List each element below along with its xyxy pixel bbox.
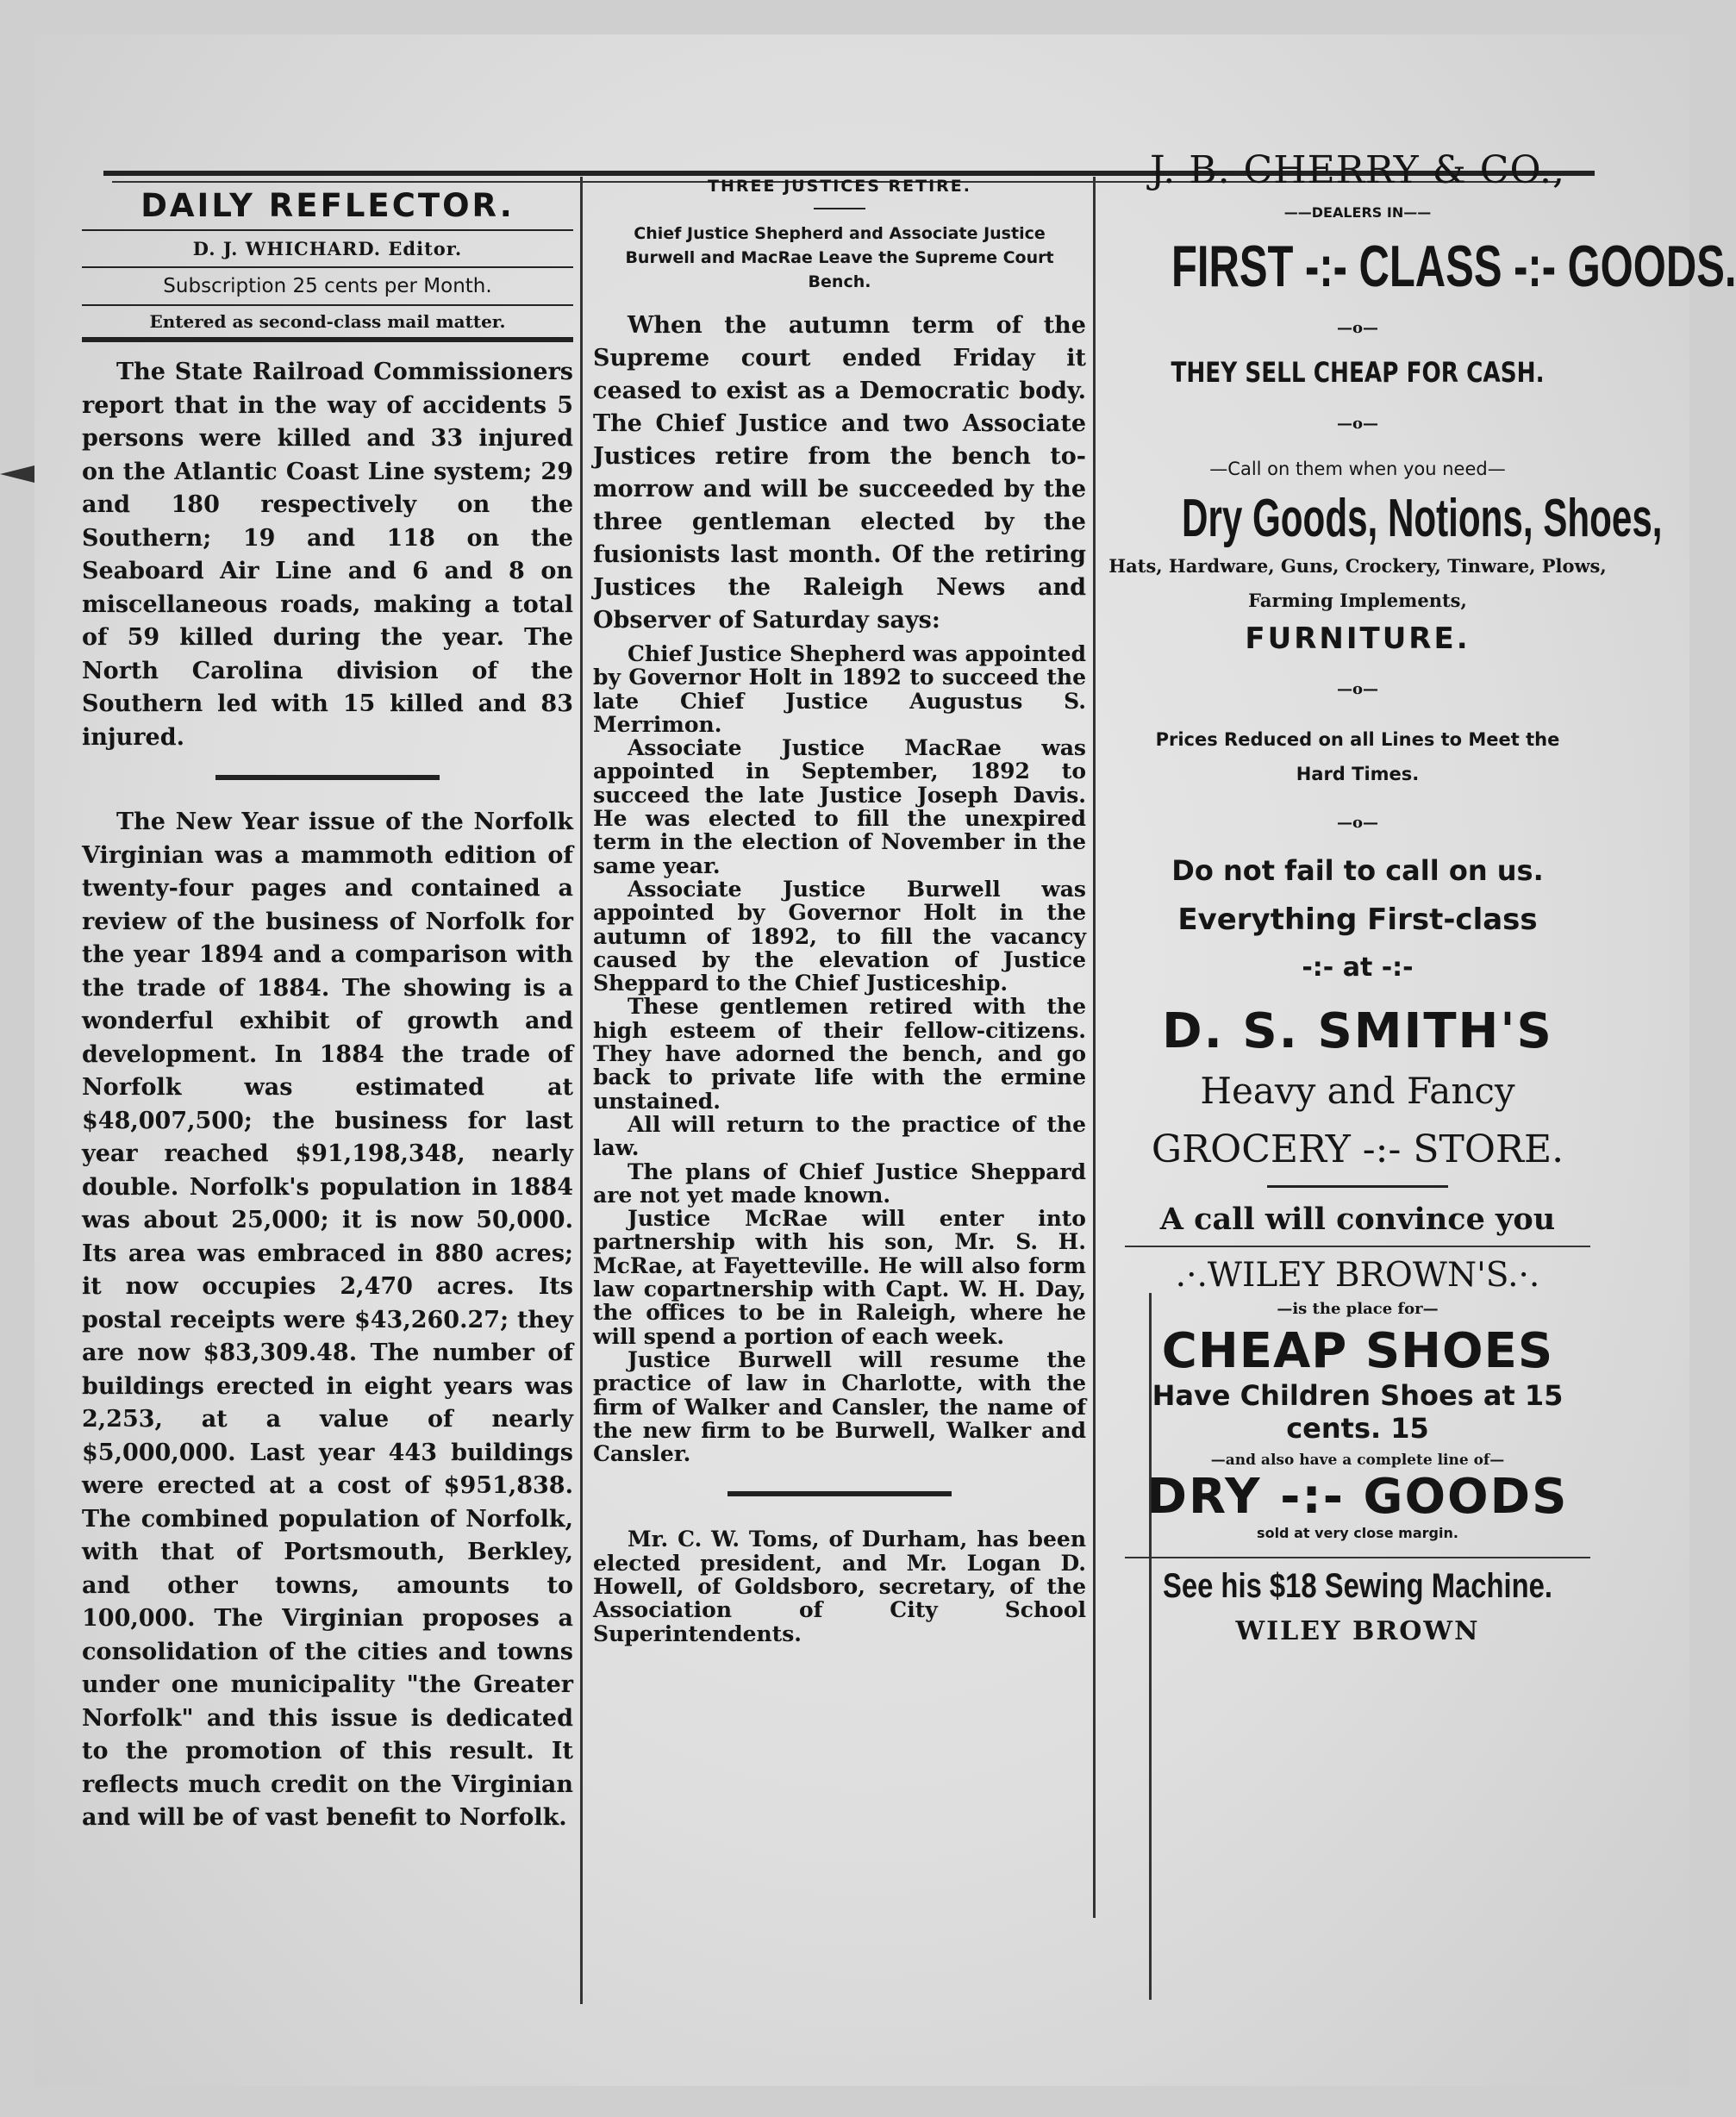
cheap-shoes: CHEAP SHOES — [1161, 1323, 1554, 1379]
first-class-goods: FIRST -:- CLASS -:- GOODS. — [1171, 234, 1736, 299]
article-railroad — [82, 356, 573, 754]
rule — [1267, 1185, 1448, 1188]
sold-close-margin: sold at very close margin. — [1257, 1525, 1458, 1541]
do-not-fail: Do not fail to call on us. — [1171, 854, 1544, 887]
thick-rule — [82, 337, 573, 342]
masthead: DAILY REFLECTOR. — [141, 187, 515, 224]
rule — [1125, 1246, 1590, 1247]
sewing-machine: See his $18 Sewing Machine. — [1162, 1567, 1553, 1605]
rule — [1125, 1557, 1590, 1558]
children-shoes: Have Children Shoes at 15 cents. 15 — [1152, 1379, 1564, 1445]
paragraph: These gentlemen retired with the high esteem of their fellow-citizens. They have adorned the bench, and go back to private life with the ermine unstained. — [593, 994, 1086, 1114]
dealers-in: ——DEALERS IN—— — [1283, 204, 1432, 221]
headline: THREE JUSTICES RETIRE. — [708, 177, 971, 196]
wiley-browns: .·.WILEY BROWN'S.·. — [1175, 1256, 1540, 1295]
rule — [82, 266, 573, 268]
paragraph: The plans of Chief Justice Sheppard are not yet made known. — [593, 1158, 1086, 1208]
article-norfolk — [82, 806, 573, 1835]
paragraph: The New Year issue of the Norfolk Virginian was a mammoth edition of twenty-four pages and contained a review of the business of Norfolk for the year 1894 and a comparison with the trade of 1884. The showing is a wonderful exhibit of growth and development. In 1884 the trade of Norfolk was estimated at $48,007,500; the business for last year reached $91,198,348, nearly double. Norfolk's population in 1884 was about 25,000; it is now 50,000. Its area was embraced in 880 acres; it now occupies 2,470 acres. Its postal receipts were $43,260.27; they are now $83,309.48. The number of buildings erected in eight years was 2,253, at a value of nearly $5,000,000. Last year 443 buildings were erected at a cost of $951,838. The combined population of Norfolk, with that of Portsmouth, Berkley, and other towns, amounts to 100,000. The Virginian proposes a consolidation of the cities and towns under one municipality "the Greater Norfolk" and this issue is dedicated to the promotion of this result. It reflects much credit on the Virginian and will be of vast benefit to Norfolk. — [82, 809, 573, 1831]
section-divider — [727, 1491, 952, 1496]
rule — [82, 304, 573, 306]
subscription-line: Subscription 25 cents per Month. — [163, 275, 492, 297]
furniture: FURNITURE. — [1245, 621, 1471, 656]
separator: —o— — [1336, 415, 1378, 433]
separator: —o— — [1336, 319, 1378, 337]
short-rule — [814, 208, 865, 209]
paragraph: When the autumn term of the Supreme court ended Friday it ceased to exist as a Democratic body. The Chief Justice and two Associate Justices retire from the bench to-morrow and will be succeeded by the three gentleman elected by the fusionists last month. Of the retiring Justices the Raleigh News and Observer of Saturday says: — [593, 312, 1086, 634]
column-3-ads — [1099, 148, 1736, 2001]
rule — [82, 229, 573, 231]
everything-first-class: Everything First-class — [1177, 902, 1538, 937]
grocery-store: GROCERY -:- STORE. — [1151, 1127, 1564, 1171]
call-on-them: —Call on them when you need— — [1209, 459, 1506, 479]
cheap-for-cash: THEY SELL CHEAP FOR CASH. — [1171, 356, 1545, 389]
paragraph: Justice McRae will enter into partnership with his son, Mr. S. H. McRae, at Fayetteville. He will also form law copartnership with Capt. W. H. Day, the offices to be in Raleigh, where he will spend a portion of each week. — [593, 1206, 1086, 1349]
margin-arrow-icon — [0, 465, 34, 483]
editor-line: D. J. WHICHARD. Editor. — [192, 238, 463, 259]
paragraph: All will return to the practice of the law. — [593, 1111, 1086, 1161]
complete-line: —and also have a complete line of— — [1210, 1452, 1505, 1469]
column-divider-1 — [580, 177, 583, 2004]
paragraph: The State Railroad Commissioners report that in the way of accidents 5 persons were killed and 33 injured on the Atlantic Coast Line system; 29 and 180 respectively on the Southern; 19 and 118 on the Seaboard Air Line and 6 and 8 on miscellaneous roads, making a total of 59 killed during the year. The North Carolina division of the Southern led with 15 killed and 83 injured. — [82, 359, 573, 751]
place-for: —is the place for— — [1277, 1300, 1439, 1318]
cherry-name: J. B. CHERRY & CO., — [1150, 148, 1565, 192]
paragraph: Justice Burwell will resume the practice of law in Charlotte, with the firm of Walker and Cansler, the name of the new firm to be Burwell, Walker and Cansler. — [593, 1346, 1086, 1467]
at-line: -:- at -:- — [1302, 952, 1414, 983]
wiley-brown-signature: WILEY BROWN — [1235, 1616, 1480, 1646]
paragraph: Chief Justice Shepherd was appointed by Governor Holt in 1892 to succeed the late Chief Justice Augustus S. Merrimon. — [593, 641, 1086, 737]
hats-hardware: Hats, Hardware, Guns, Crockery, Tinware, Plows, Farming Implements, — [1108, 555, 1607, 611]
separator: —o— — [1336, 680, 1378, 698]
prices-reduced: Prices Reduced on all Lines to Meet the Hard Times. — [1155, 729, 1560, 784]
heavy-and-fancy: Heavy and Fancy — [1200, 1070, 1515, 1112]
article-toms — [593, 1527, 1086, 1645]
section-divider — [215, 775, 440, 780]
deck: Chief Justice Shepherd and Associate Justice Burwell and MacRae Leave the Supreme Court Bench. — [625, 224, 1054, 291]
paragraph: Mr. C. W. Toms, of Durham, has been elected president, and Mr. Logan D. Howell, of Goldsboro, secretary, of the Association of City School Superintendents. — [593, 1527, 1086, 1646]
paragraph: Associate Justice MacRae was appointed in September, 1892 to succeed the late Justice Joseph Davis. He was elected to fill the unexpired term in the election of November in the same year. — [593, 735, 1086, 878]
dry-goods-notions: Dry Goods, Notions, Shoes, — [1182, 489, 1663, 548]
article-justices — [593, 309, 1086, 1465]
paragraph: Associate Justice Burwell was appointed by Governor Holt in the autumn of 1892, to fill the vacancy caused by the elevation of Justice Sheppard to the Chief Justiceship. — [593, 876, 1086, 996]
dry-goods-ad: DRY -:- GOODS — [1146, 1469, 1569, 1525]
column-2 — [593, 177, 1086, 2004]
column-divider-2 — [1093, 177, 1096, 1918]
smith-name: D. S. SMITH'S — [1162, 1003, 1553, 1059]
separator: —o— — [1336, 814, 1378, 832]
a-call-will-convince: A call will convince you — [1159, 1202, 1556, 1237]
column-1 — [82, 185, 573, 1995]
entered-line: Entered as second-class mail matter. — [149, 311, 506, 332]
